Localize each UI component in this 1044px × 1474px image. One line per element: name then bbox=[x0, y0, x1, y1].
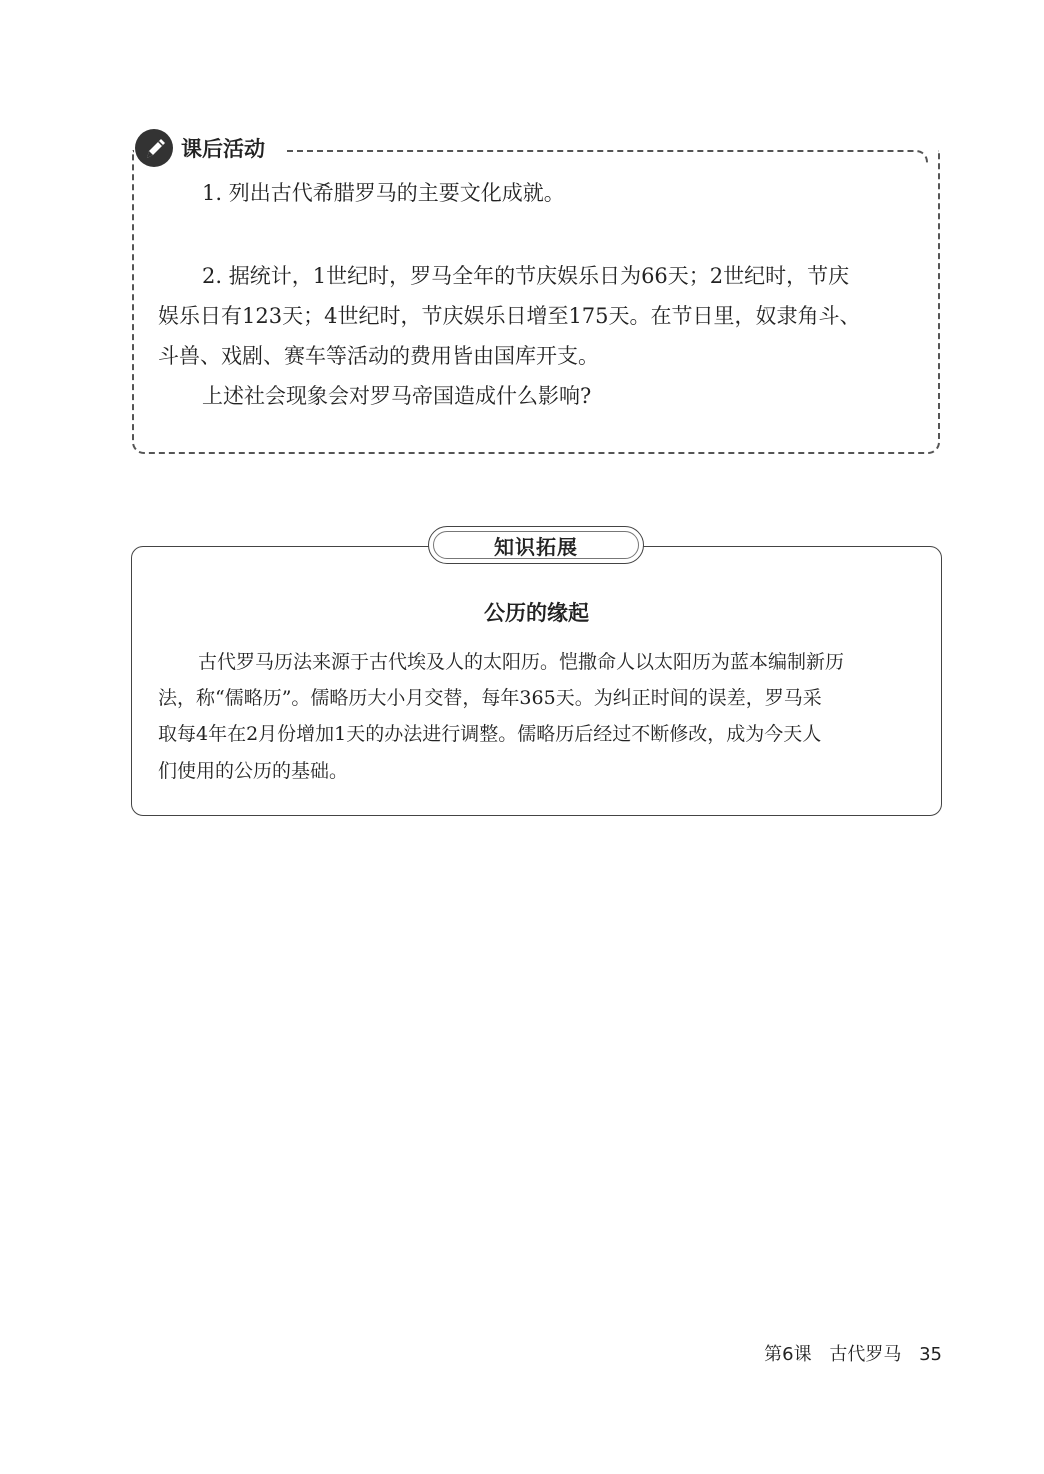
page-number: 35 bbox=[919, 1344, 942, 1365]
activity-question-1: 1. 列出古代希腊罗马的主要文化成就。 bbox=[202, 181, 565, 205]
activity-title: 课后活动 bbox=[181, 137, 265, 161]
activity-question-prompt: 上述社会现象会对罗马帝国造成什么影响? bbox=[202, 384, 592, 408]
pencil-icon bbox=[134, 128, 174, 168]
activity-question-2-line-1: 2. 据统计，1世纪时，罗马全年的节庆娱乐日为66天；2世纪时，节庆 bbox=[202, 264, 850, 288]
extension-line-2: 法，称“儒略历”。儒略历大小月交替，每年365天。为纠正时间的误差，罗马采 bbox=[158, 687, 822, 709]
footer-lesson-title: 古代罗马 bbox=[829, 1344, 902, 1365]
extension-tab bbox=[428, 526, 644, 564]
extension-line-1: 古代罗马历法来源于古代埃及人的太阳历。恺撒命人以太阳历为蓝本编制新历 bbox=[198, 651, 845, 673]
activity-box-top-border bbox=[287, 150, 928, 164]
extension-tab-label: 知识拓展 bbox=[494, 534, 578, 559]
footer-lesson: 第6课 bbox=[764, 1344, 812, 1365]
activity-question-2-line-2: 娱乐日有123天；4世纪时，节庆娱乐日增至175天。在节日里，奴隶角斗、 bbox=[158, 304, 861, 328]
activity-question-2-line-3: 斗兽、戏剧、赛车等活动的费用皆由国库开支。 bbox=[158, 344, 599, 368]
extension-heading: 公历的缘起 bbox=[484, 601, 589, 625]
extension-line-3: 取每4年在2月份增加1天的办法进行调整。儒略历后经过不断修改，成为今天人 bbox=[158, 723, 822, 745]
extension-line-4: 们使用的公历的基础。 bbox=[158, 760, 349, 782]
page-footer bbox=[764, 1340, 942, 1370]
